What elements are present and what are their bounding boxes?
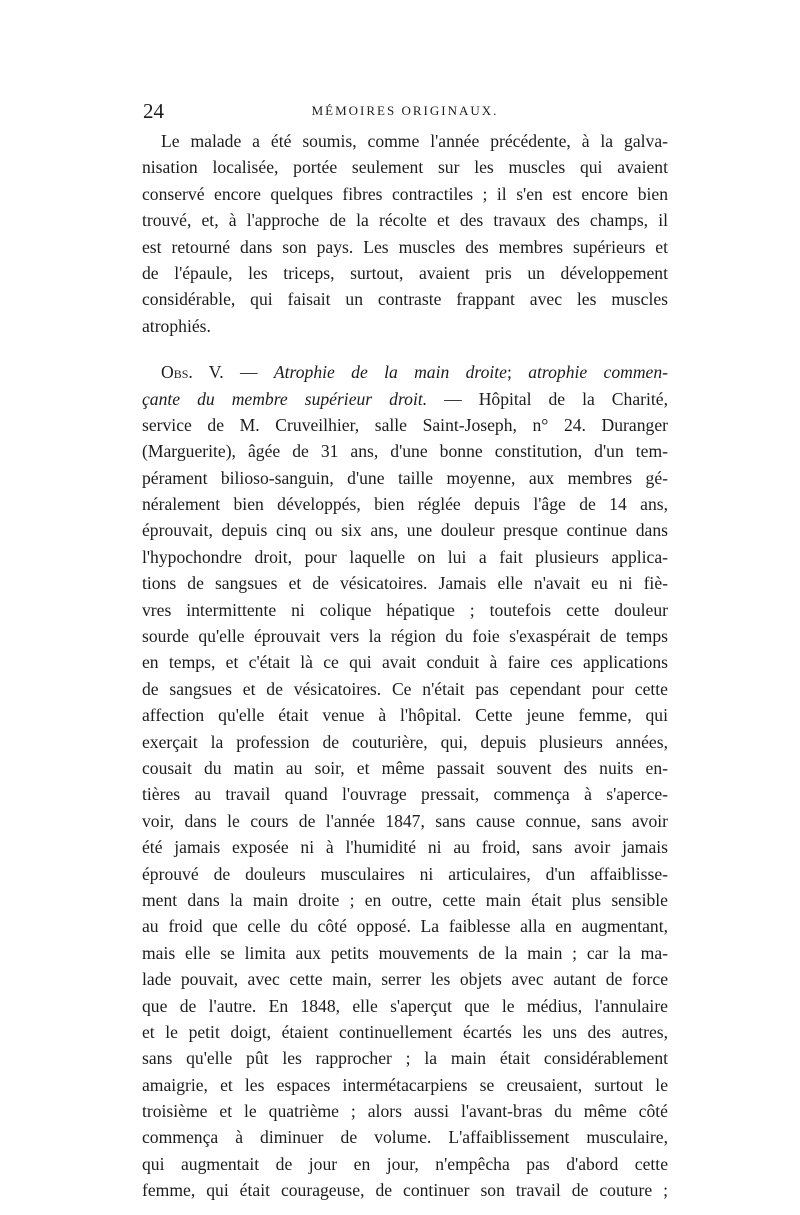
- observation-title-end: çante du membre supérieur droit.: [142, 388, 428, 409]
- text-line: est retourné dans son pays. Les muscles des membres supérieurs et: [142, 236, 668, 257]
- text-line: atrophiés.: [142, 315, 211, 336]
- text-line: et le petit doigt, étaient continuellement écartés les uns des autres,: [142, 1021, 668, 1042]
- observation-title: Atrophie de la main droite: [273, 362, 507, 383]
- text-line: l'hypochondre droit, pour laquelle on lui a fait plusieurs applica-: [142, 546, 668, 567]
- text-line: pérament bilioso-sanguin, d'une taille moyenne, aux membres gé-: [142, 467, 668, 488]
- text-line: sans qu'elle pût les rapprocher ; la main était considérablement: [142, 1048, 668, 1069]
- text-line: de sangsues et de vésicatoires. Ce n'était pas cependant pour cette: [142, 678, 668, 699]
- observation-title-continued: atrophie commen-: [528, 362, 668, 383]
- text-line: conservé encore quelques fibres contractiles ; il s'en est encore bien: [142, 183, 668, 204]
- text-line: affection qu'elle était venue à l'hôpital. Cette jeune femme, qui: [142, 705, 668, 726]
- text-line: considérable, qui faisait un contraste frappant avec les muscles: [142, 289, 668, 310]
- text-line: Le malade a été soumis, comme l'année précédente, à la galva-: [161, 131, 668, 151]
- text-line: ment dans la main droite ; en outre, cette main était plus sensible: [142, 889, 668, 910]
- observation-heading-line-2: [142, 386, 668, 412]
- text-line: éprouvé de douleurs musculaires ni articulaires, d'un affaiblisse-: [142, 863, 668, 884]
- text-line: vres intermittente ni colique hépatique ; toutefois cette douleur: [142, 599, 668, 620]
- text-line: tières au travail quand l'ouvrage pressait, commença à s'aperce-: [142, 784, 668, 805]
- body-text: [142, 128, 668, 1204]
- observation-5: [142, 359, 668, 1204]
- text-line: au froid que celle du côté opposé. La faiblesse alla en augmentant,: [142, 916, 668, 937]
- page-number: 24: [143, 99, 164, 123]
- paragraph-gap: [142, 339, 668, 359]
- observation-location: — Hôpital de la Charité,: [427, 388, 668, 409]
- text-line: commença à diminuer de volume. L'affaiblissement musculaire,: [142, 1127, 668, 1148]
- observation-label: Obs. V.: [161, 362, 224, 383]
- running-title: MÉMOIRES ORIGINAUX.: [311, 103, 499, 118]
- text-line: néralement bien développés, bien réglée depuis l'âge de 14 ans,: [142, 494, 668, 515]
- paragraph-1: [142, 128, 668, 339]
- text-line: amaigrie, et les espaces intermétacarpiens se creusaient, surtout le: [142, 1074, 668, 1095]
- text-line: (Marguerite), âgée de 31 ans, d'une bonne constitution, d'un tem-: [142, 441, 668, 462]
- text-line: été jamais exposée ni à l'humidité ni au froid, sans avoir jamais: [142, 837, 668, 858]
- text-line: voir, dans le cours de l'année 1847, sans cause connue, sans avoir: [142, 810, 668, 831]
- text-line: femme, qui était courageuse, de continuer son travail de couture ;: [142, 1180, 668, 1201]
- text-line: sourde qu'elle éprouvait vers la région du foie s'exaspérait de temps: [142, 626, 668, 647]
- observation-dash: —: [223, 362, 274, 383]
- text-line: exerçait la profession de couturière, qui, depuis plusieurs années,: [142, 731, 668, 752]
- text-line: nisation localisée, portée seulement sur les muscles qui avaient: [142, 157, 668, 178]
- text-line: mais elle se limita aux petits mouvements de la main ; car la ma-: [142, 942, 668, 963]
- text-line: en temps, et c'était là ce qui avait conduit à faire ces applications: [142, 652, 668, 673]
- text-line: trouvé, et, à l'approche de la récolte et des travaux des champs, il: [142, 210, 668, 231]
- observation-title-separator: ;: [507, 362, 529, 383]
- text-line: troisième et le quatrième ; alors aussi l'avant-bras du même côté: [142, 1101, 668, 1122]
- text-line: tions de sangsues et de vésicatoires. Jamais elle n'avait eu ni fiè-: [142, 573, 668, 594]
- text-line: qui augmentait de jour en jour, n'empêcha pas d'abord cette: [142, 1153, 668, 1174]
- text-line: cousait du matin au soir, et même passait souvent des nuits en-: [142, 757, 668, 778]
- text-line: éprouvait, depuis cinq ou six ans, une douleur presque continue dans: [142, 520, 668, 541]
- text-line: lade pouvait, avec cette main, serrer les objets avec autant de force: [142, 969, 668, 990]
- text-line: que de l'autre. En 1848, elle s'aperçut que le médius, l'annulaire: [142, 995, 668, 1016]
- page-header: [143, 98, 667, 124]
- observation-heading-line-1: [142, 359, 668, 385]
- text-line: de l'épaule, les triceps, surtout, avaient pris un développement: [142, 262, 668, 283]
- text-line: service de M. Cruveilhier, salle Saint-Joseph, n° 24. Duranger: [142, 414, 668, 435]
